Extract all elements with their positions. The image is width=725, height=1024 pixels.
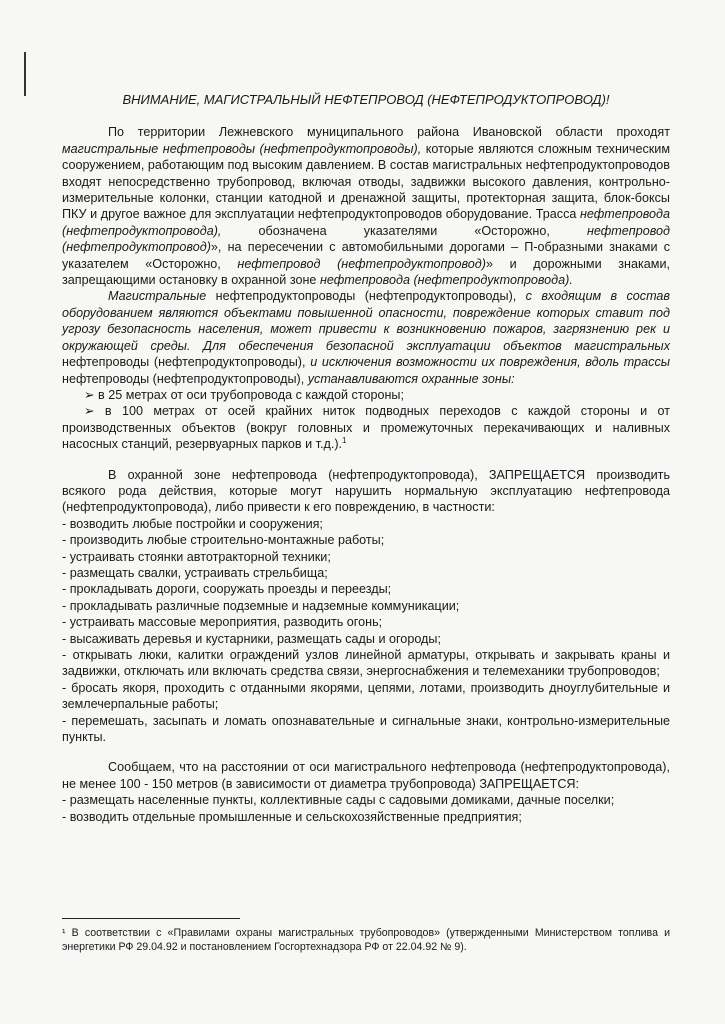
bullet-25m: ➢ в 25 метрах от оси трубопровода с каждой стороны; — [84, 387, 404, 402]
footnote-mark: 1 — [342, 435, 347, 445]
list-item: - производить любые строительно-монтажные работы; — [62, 533, 385, 548]
paragraph-intro: По территории Лежневского муниципального района Ивановской области проходят магистральные нефтепроводы (нефтепродуктопроводы), которые являются сложным техническим сооружением, работающим под высоким давлением. В состав магистральных нефтепродуктопроводов входят непосредственно трубопровод, включая отводы, задвижки высокого давления, контрольно-измерительные колонки, станции катодной и дренажной защиты, протекторная защита, блок-боксы ПКУ и другое важное для эксплуатации нефтепродуктопроводов оборудование. Трасса нефтепровода (нефтепродуктопровода), обозначена указателями «Осторожно, нефтепровод (нефтепродуктопровод)», на пересечении с автомобильными дорогами – П-образными знаками с указателем «Осторожно, нефтепровод (нефтепродуктопровод)» и дорожными знаками, запрещающими остановку в охранной зоне нефтепровода (нефтепродуктопровода). — [62, 125, 670, 288]
paragraph-danger: Магистральные нефтепродуктопроводы (нефтепродуктопроводы), с входящим в состав оборудованием являются объектами повышенной опасности, повреждение которых ставит под угрозу безопасность населения, может привести к возникновению пожаров, загрязнению рек и окружающей среды. Для обеспечения безопасной эксплуатации объектов магистральных нефтепроводы (нефтепродуктопроводы), и исключения возможности их повреждения, вдоль трассы нефтепроводы (нефтепродуктопроводы), устанавливаются охранные зоны: — [62, 289, 671, 386]
list-item: - прокладывать дороги, сооружать проезды и переезды; — [62, 582, 392, 597]
paragraph-prohibited: В охранной зоне нефтепровода (нефтепродуктопровода), ЗАПРЕЩАЕТСЯ производить всякого рода действия, которые могут нарушить нормальную эксплуатацию нефтепровода (нефтепродуктопровода), либо привести к его повреждению, в частности: — [62, 467, 670, 515]
document-body — [62, 92, 670, 825]
list-item: - высаживать деревья и кустарники, размещать сады и огороды; — [62, 631, 441, 646]
list-item: - размещать населенные пункты, коллективные сады с садовыми домиками, дачные поселки; — [62, 793, 615, 808]
list-item: - устраивать массовые мероприятия, разводить огонь; — [62, 615, 383, 630]
list-item: - открывать люки, калитки ограждений узлов линейной арматуры, открывать и закрывать краны и задвижки, отключать или включать средства связи, энергоснабжения и телемеханики трубопроводов; — [62, 648, 670, 679]
list-item: - возводить любые постройки и сооружения; — [62, 516, 323, 531]
list-item: - возводить отдельные промышленные и сельскохозяйственные предприятия; — [62, 809, 522, 824]
paragraph-distance: Сообщаем, что на расстоянии от оси магистрального нефтепровода (нефтепродуктопровода), не менее 100 - 150 метров (в зависимости от диаметра трубопровода) ЗАПРЕЩАЕТСЯ: — [62, 760, 670, 791]
footnote: ¹ В соответствии с «Правилами охраны магистральных трубопроводов» (утвержденными Министерством топлива и энергетики РФ 29.04.92 и постановлением Госгортехнадзора РФ от 22.04.92 № 9). — [62, 927, 670, 953]
list-item: - бросать якоря, проходить с отданными якорями, цепями, лотами, производить дноуглубительные и землечерпальные работы; — [62, 680, 670, 712]
footnote-divider — [62, 918, 240, 919]
list-item: - устраивать стоянки автотракторной техники; — [62, 549, 331, 564]
distance-list — [62, 792, 670, 825]
margin-mark — [24, 52, 26, 96]
list-item: - размещать свалки, устраивать стрельбища; — [62, 565, 328, 580]
page-title: ВНИМАНИЕ, МАГИСТРАЛЬНЫЙ НЕФТЕПРОВОД (НЕФТЕПРОДУКТОПРОВОД)! — [122, 92, 610, 107]
list-item: - перемешать, засыпать и ломать опознавательные и сигнальные знаки, контрольно-измерительные пункты. — [62, 713, 670, 745]
bullet-100m: ➢ в 100 метрах от осей крайних ниток подводных переходов с каждой стороны и от производственных объектов (вокруг головных и промежуточных перекачивающих и наливных насосных станций, резервуарных парков и т.д.).$^1$ — [62, 404, 670, 452]
list-item: - прокладывать различные подземные и надземные коммуникации; — [62, 598, 460, 613]
prohibited-list — [62, 516, 670, 746]
